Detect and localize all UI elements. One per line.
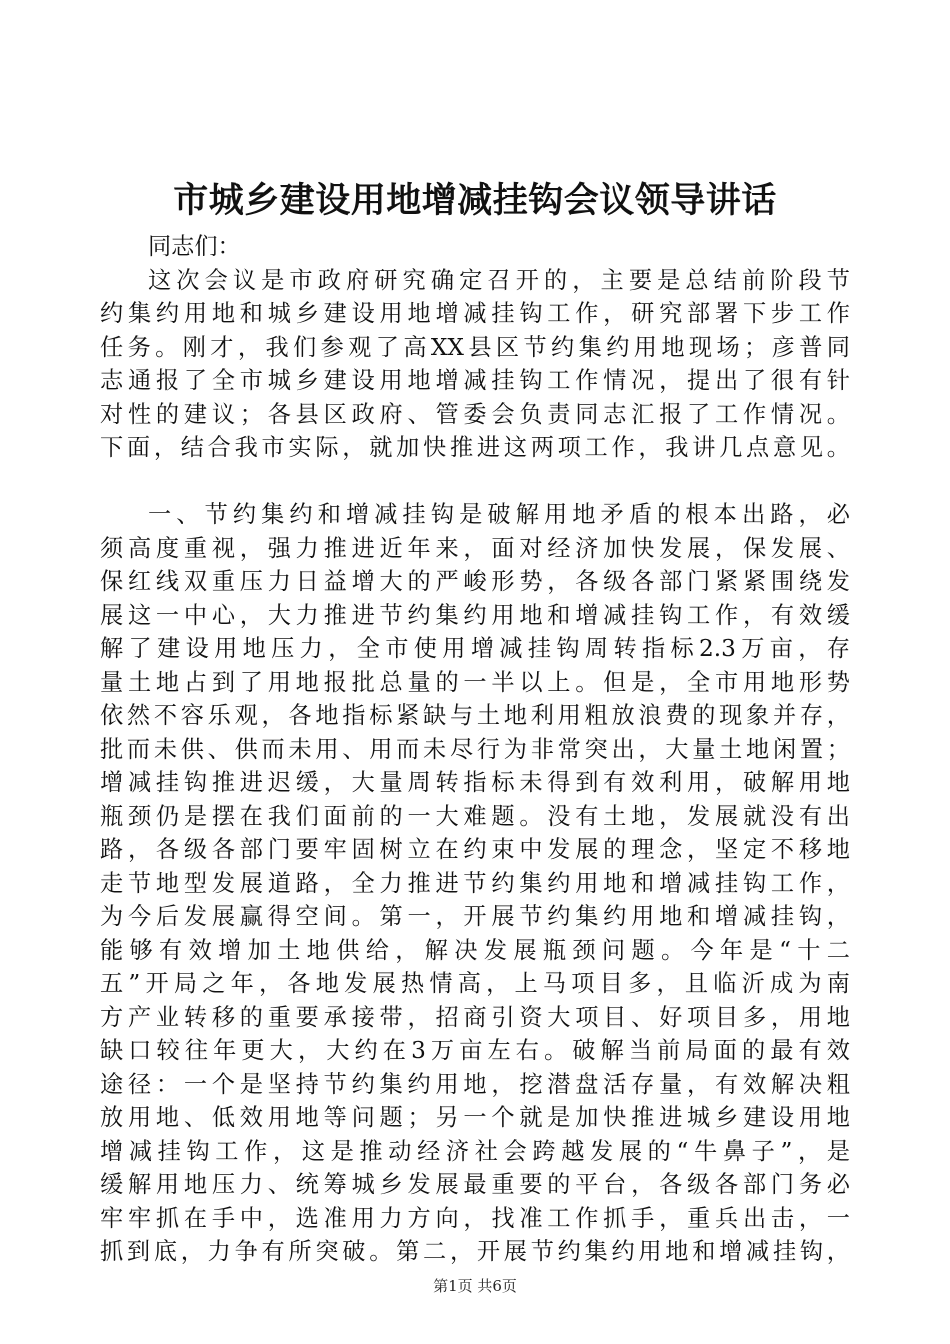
paragraph-line: 途径：一个是坚持节约集约用地，挖潜盘活存量，有效解决粗 xyxy=(100,1070,850,1098)
paragraph-line: 这次会议是市政府研究确定召开的，主要是总结前阶段节 xyxy=(148,266,850,294)
paragraph-line: 缺口较往年更大，大约在3万亩左右。破解当前局面的最有效 xyxy=(100,1037,850,1064)
paragraph-line: 方产业转移的重要承接带，招商引资大项目、好项目多，用地 xyxy=(100,1003,850,1031)
paragraph-line: 下面，结合我市实际，就加快推进这两项工作，我讲几点意见。 xyxy=(100,434,850,461)
paragraph-line: 须高度重视，强力推进近年来，面对经济加快发展，保发展、 xyxy=(100,534,850,562)
paragraph-line: 批而未供、供而未用、用而未尽行为非常突出，大量土地闲置； xyxy=(100,735,850,763)
document-title: 市城乡建设用地增减挂钩会议领导讲话 xyxy=(173,180,777,221)
paragraph-line: 抓到底，力争有所突破。第二，开展节约集约用地和增减挂钩， xyxy=(100,1238,850,1265)
paragraph-line: 瓶颈仍是摆在我们面前的一大难题。没有土地，发展就没有出 xyxy=(100,802,850,830)
paragraph-line: 志通报了全市城乡建设用地增减挂钩工作情况，提出了很有针 xyxy=(100,367,850,394)
paragraph-line: 约集约用地和城乡建设用地增减挂钩工作，研究部署下步工作 xyxy=(100,300,850,327)
paragraph-line: 路，各级各部门要牢固树立在约束中发展的理念，坚定不移地 xyxy=(100,836,850,863)
paragraph-line: 展这一中心，大力推进节约集约用地和增减挂钩工作，有效缓 xyxy=(100,601,850,629)
salutation: 同志们： xyxy=(148,233,241,260)
paragraph-line: 解了建设用地压力，全市使用增减挂钩周转指标2.3万亩，存 xyxy=(100,635,850,662)
paragraph-line: 依然不容乐观，各地指标紧缺与土地利用粗放浪费的现象并存， xyxy=(100,702,850,729)
paragraph-line: 为今后发展赢得空间。第一，开展节约集约用地和增减挂钩， xyxy=(100,903,850,930)
paragraph-line: 能够有效增加土地供给，解决发展瓶颈问题。今年是“十二 xyxy=(100,936,850,964)
paragraph-line: 五”开局之年，各地发展热情高，上马项目多，且临沂成为南 xyxy=(100,970,850,997)
paragraph-line: 保红线双重压力日益增大的严峻形势，各级各部门紧紧围绕发 xyxy=(100,568,850,595)
paragraph-line: 走节地型发展道路，全力推进节约集约用地和增减挂钩工作， xyxy=(100,869,850,897)
paragraph-line: 缓解用地压力、统筹城乡发展最重要的平台，各级各部门务必 xyxy=(100,1171,850,1198)
paragraph-line: 牢牢抓在手中，选准用力方向，找准工作抓手，重兵出击，一 xyxy=(100,1204,850,1232)
paragraph-line: 量土地占到了用地报批总量的一半以上。但是，全市用地形势 xyxy=(100,668,850,696)
paragraph-gap xyxy=(100,465,850,499)
page-footer: 第1页 共6页 xyxy=(433,1277,517,1295)
paragraph-line: 增减挂钩推进迟缓，大量周转指标未得到有效利用，破解用地 xyxy=(100,769,850,796)
paragraph-line: 放用地、低效用地等问题；另一个就是加快推进城乡建设用地 xyxy=(100,1104,850,1131)
paragraph-line: 任务。刚才，我们参观了高XX县区节约集约用地现场；彦普同 xyxy=(100,333,850,361)
paragraph-line: 增减挂钩工作，这是推动经济社会跨越发展的“牛鼻子”，是 xyxy=(100,1137,850,1165)
paragraph-line: 对性的建议；各县区政府、管委会负责同志汇报了工作情况。 xyxy=(100,400,850,428)
document-body xyxy=(100,230,850,1269)
paragraph-line: 一、节约集约和增减挂钩是破解用地矛盾的根本出路，必 xyxy=(148,501,850,528)
